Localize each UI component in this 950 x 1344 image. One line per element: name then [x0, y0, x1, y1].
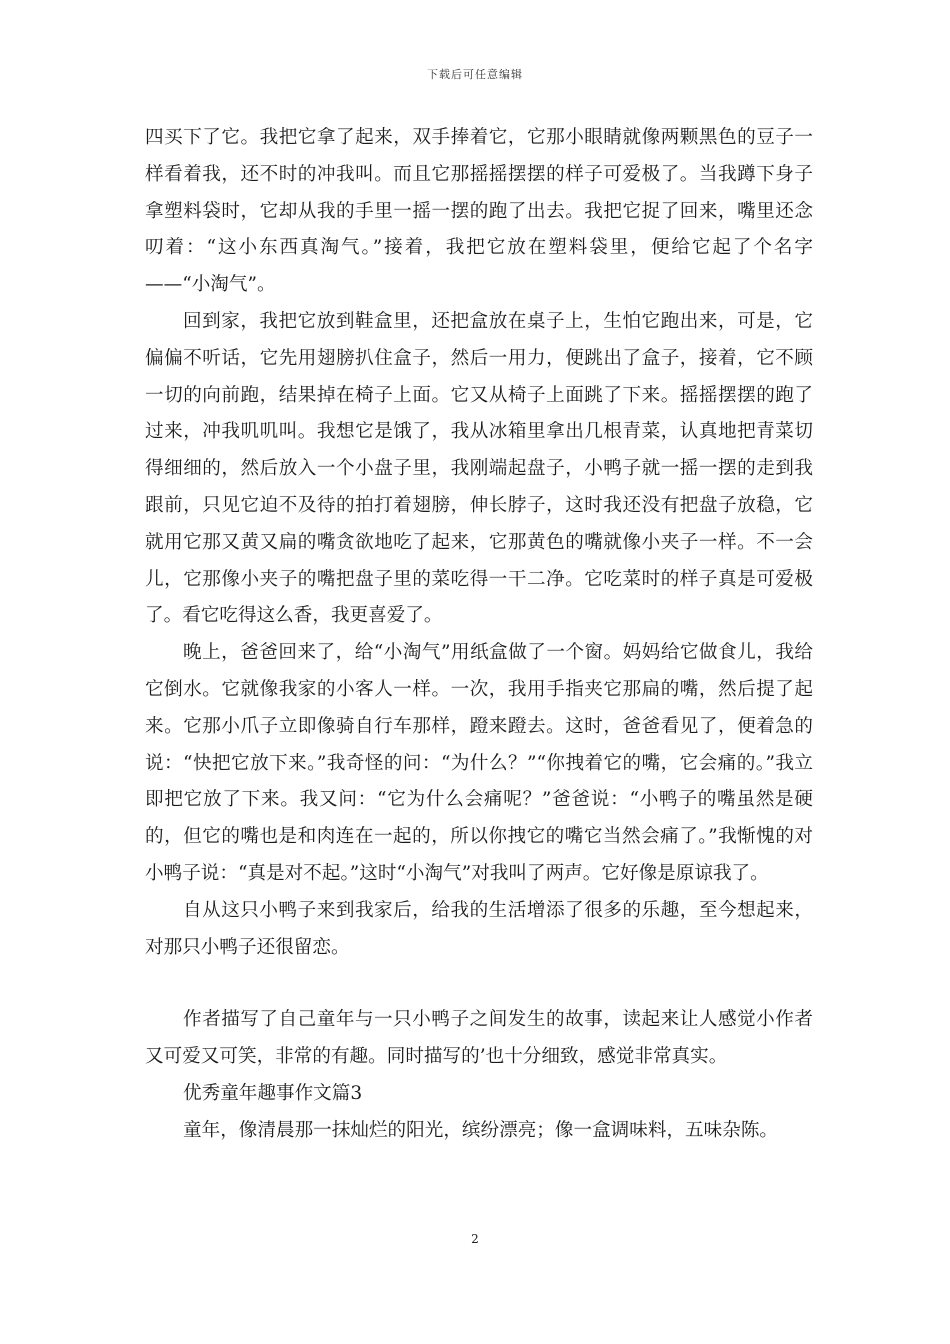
paragraph-arrival-home: 回到家，我把它放到鞋盒里，还把盒放在桌子上，生怕它跑出来，可是，它偏偏不听话，它先用翅膀扒住盒子，然后一用力，便跳出了盒子，接着，它不顾一切的向前跑，结果掉在椅子上面。它又从椅子上面跳了下来。摇摇摆摆的跑了过来，冲我叽叽叫。我想它是饿了，我从冰箱里拿出几根青菜，认真地把青菜切得细细的，然后放入一个小盘子里，我刚端起盘子，小鸭子就一摇一摆的走到我跟前，只见它迫不及待的拍打着翅膀，伸长脖子，这时我还没有把盘子放稳，它就用它那又黄又扁的嘴贪欲地吃了起来，它那黄色的嘴就像小夹子一样。不一会儿，它那像小夹子的嘴把盘子里的菜吃得一干二净。它吃菜时的样子真是可爱极了。看它吃得这么香，我更喜爱了。: [145, 310, 813, 627]
paragraph-evening: 晚上，爸爸回来了，给“小淘气”用纸盒做了一个窗。妈妈给它做食儿，我给它倒水。它就像我家的小客人一样。一次，我用手指夹它那扁的嘴，然后提了起来。它那小爪子立即像骑自行车那样，蹬来蹬去。这时，爸爸看见了，便着急的说：“快把它放下来。”我奇怪的问：“为什么？”“你拽着它的嘴，它会痛的。”我立即把它放了下来。我又问：“它为什么会痛呢？”爸爸说：“小鸭子的嘴虽然是硬的，但它的嘴也是和肉连在一起的，所以你拽它的嘴它当然会痛了。”我惭愧的对小鸭子说：“真是对不起。”这时“小淘气”对我叫了两声。它好像是原谅我了。: [145, 642, 813, 884]
page-header: 下载后可任意编辑: [427, 68, 523, 81]
paragraph-commentary: 作者描写了自己童年与一只小鸭子之间发生的故事，读起来让人感觉小作者又可爱又可笑，非常的有趣。同时描写的’也十分细致，感觉非常真实。: [145, 1009, 813, 1068]
paragraph-conclusion: 自从这只小鸭子来到我家后，给我的生活增添了很多的乐趣，至今想起来，对那只小鸭子还很留恋。: [145, 899, 813, 958]
paragraph-spacer: [145, 966, 813, 1002]
paragraph-essay-3-opening: 童年，像清晨那一抹灿烂的阳光，缤纷漂亮；像一盒调味料，五味杂陈。: [183, 1119, 779, 1141]
document-body: [145, 120, 813, 1150]
section-heading: 优秀童年趣事作文篇3: [183, 1082, 363, 1104]
page-number: 2: [471, 1232, 479, 1246]
paragraph-continuation: 四买下了它。我把它拿了起来，双手捧着它，它那小眼睛就像两颗黑色的豆子一样看着我，还不时的冲我叫。而且它那摇摇摆摆的样子可爱极了。当我蹲下身子拿塑料袋时，它却从我的手里一摇一摆的跑了出去。我把它捉了回来，嘴里还念叨着：“这小东西真淘气。”接着，我把它放在塑料袋里，便给它起了个名字——“小淘气”。: [145, 127, 813, 296]
